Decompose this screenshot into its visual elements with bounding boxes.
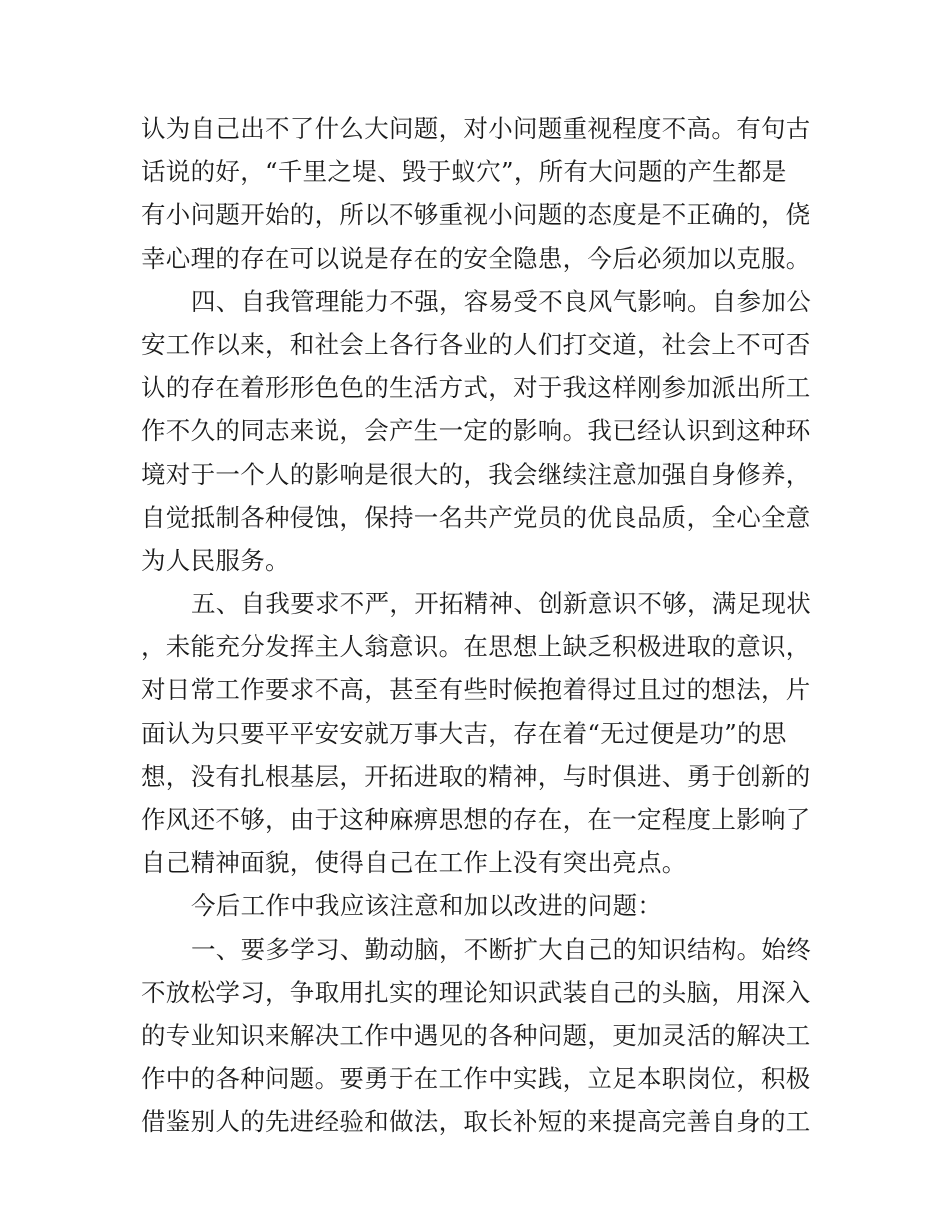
text-line: 作不久的同志来说，会产生一定的影响。我已经认识到这种环 [141, 416, 811, 446]
text-line: 自己精神面貌，使得自己在工作上没有突出亮点。 [141, 848, 687, 878]
text-line: 作风还不够，由于这种麻痹思想的存在，在一定程度上影响了 [141, 805, 811, 834]
text-line: 自觉抵制各种侵蚀，保持一名共产党员的优良品质，全心全意 [141, 502, 811, 532]
text-line: 安工作以来，和社会上各行各业的人们打交道，社会上不可否 [141, 329, 811, 359]
text-line: 幸心理的存在可以说是存在的安全隐患，今后必须加以克服。 [141, 243, 811, 273]
text-line: 借鉴别人的先进经验和做法，取长补短的来提高完善自身的工 [141, 1107, 811, 1137]
text-line: 认为自己出不了什么大问题，对小问题重视程度不高。有句古 [141, 114, 811, 143]
text-line: 为人民服务。 [141, 545, 290, 575]
text-line: 作中的各种问题。要勇于在工作中实践，立足本职岗位，积极 [141, 1064, 811, 1094]
text-line: 话说的好，“千里之堤、毁于蚁穴”，所有大问题的产生都是 [141, 157, 787, 187]
text-line: 今后工作中我应该注意和加以改进的问题： [191, 891, 663, 921]
text-line: 想，没有扎根基层，开拓进取的精神，与时俱进、勇于创新的 [141, 761, 811, 791]
text-line: ，未能充分发挥主人翁意识。在思想上缺乏积极进取的意识， [141, 632, 811, 662]
text-line: 对日常工作要求不高，甚至有些时候抱着得过且过的想法，片 [141, 675, 811, 705]
text-line: 面认为只要平平安安就万事大吉，存在着“无过便是功”的思 [141, 718, 787, 748]
text-line: 一、要多学习、勤动脑，不断扩大自己的知识结构。始终 [191, 934, 811, 964]
text-line: 四、自我管理能力不强，容易受不良风气影响。自参加公 [191, 286, 811, 316]
text-line: 有小问题开始的，所以不够重视小问题的态度是不正确的，侥 [141, 200, 811, 230]
text-line: 境对于一个人的影响是很大的，我会继续注意加强自身修养， [141, 459, 811, 489]
text-line: 的专业知识来解决工作中遇见的各种问题，更加灵活的解决工 [141, 1020, 811, 1050]
text-line: 五、自我要求不严，开拓精神、创新意识不够，满足现状 [191, 589, 811, 619]
document-body [141, 107, 811, 1144]
text-line: 认的存在着形形色色的生活方式，对于我这样刚参加派出所工 [141, 373, 811, 403]
text-line: 不放松学习，争取用扎实的理论知识武装自己的头脑，用深入 [141, 977, 811, 1007]
